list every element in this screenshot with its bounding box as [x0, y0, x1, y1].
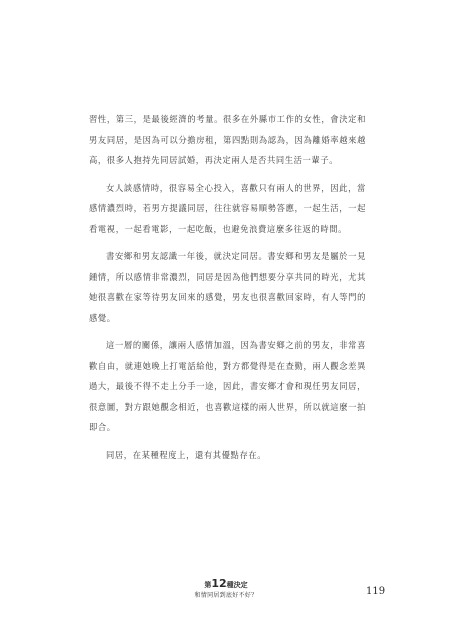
body-text	[89, 109, 366, 472]
paragraph-1: 習性，第三，是最後經濟的考量。很多在外縣市工作的女性，會決定和男友同居，是因為可以分擔房租，第四點則為認為，因為離婚率越來越高，很多人抱持先同居試婚，再決定兩人是否共同生活一輩子。	[89, 114, 366, 165]
paragraph-2: 女人談感情時，很容易全心投入，喜歡只有兩人的世界，因此，當感情濃烈時，若男方提議同居，往往就容易順勢答應，一起生活，一起看電視，一起看電影，一起吃飯，也避免浪費這麼多往返的時間。	[89, 182, 366, 234]
chapter-subtitle: 和情同居到底好不好？	[194, 592, 258, 599]
paragraph-4: 這一層的關係，讓兩人感情加溫，因為書安鄉之前的男友，非常喜歡自由，就連她晚上打電話給他，對方都覺得是在查勤，兩人觀念差異過大，最後不得不走上分手一途，因此，書安鄉才會和現任男友同居，很意圖，對方跟她觀念相近，也喜歡這樣的兩人世界，所以就這麼一拍即合。	[89, 340, 366, 432]
page-number: 119	[366, 586, 386, 597]
page-footer	[0, 578, 450, 608]
paragraph-5: 同居，在某種程度上，還有其優點存在。	[106, 449, 267, 460]
paragraph-3: 書安鄉和男友認識一年後，就決定同居。書安鄉和男友是屬於一見鍾情，所以感情非常濃烈，同居是因為他們想要分享共同的時光，尤其她很喜歡在家等待男友回來的感覺，男友也很喜歡回家時，有人等門的感覺。	[89, 251, 366, 323]
chapter-number: 12	[211, 577, 227, 590]
chapter-heading	[178, 578, 274, 600]
chapter-suffix: 種決定	[226, 581, 248, 589]
chapter-prefix: 第	[204, 581, 212, 589]
chapter-title	[178, 578, 274, 591]
